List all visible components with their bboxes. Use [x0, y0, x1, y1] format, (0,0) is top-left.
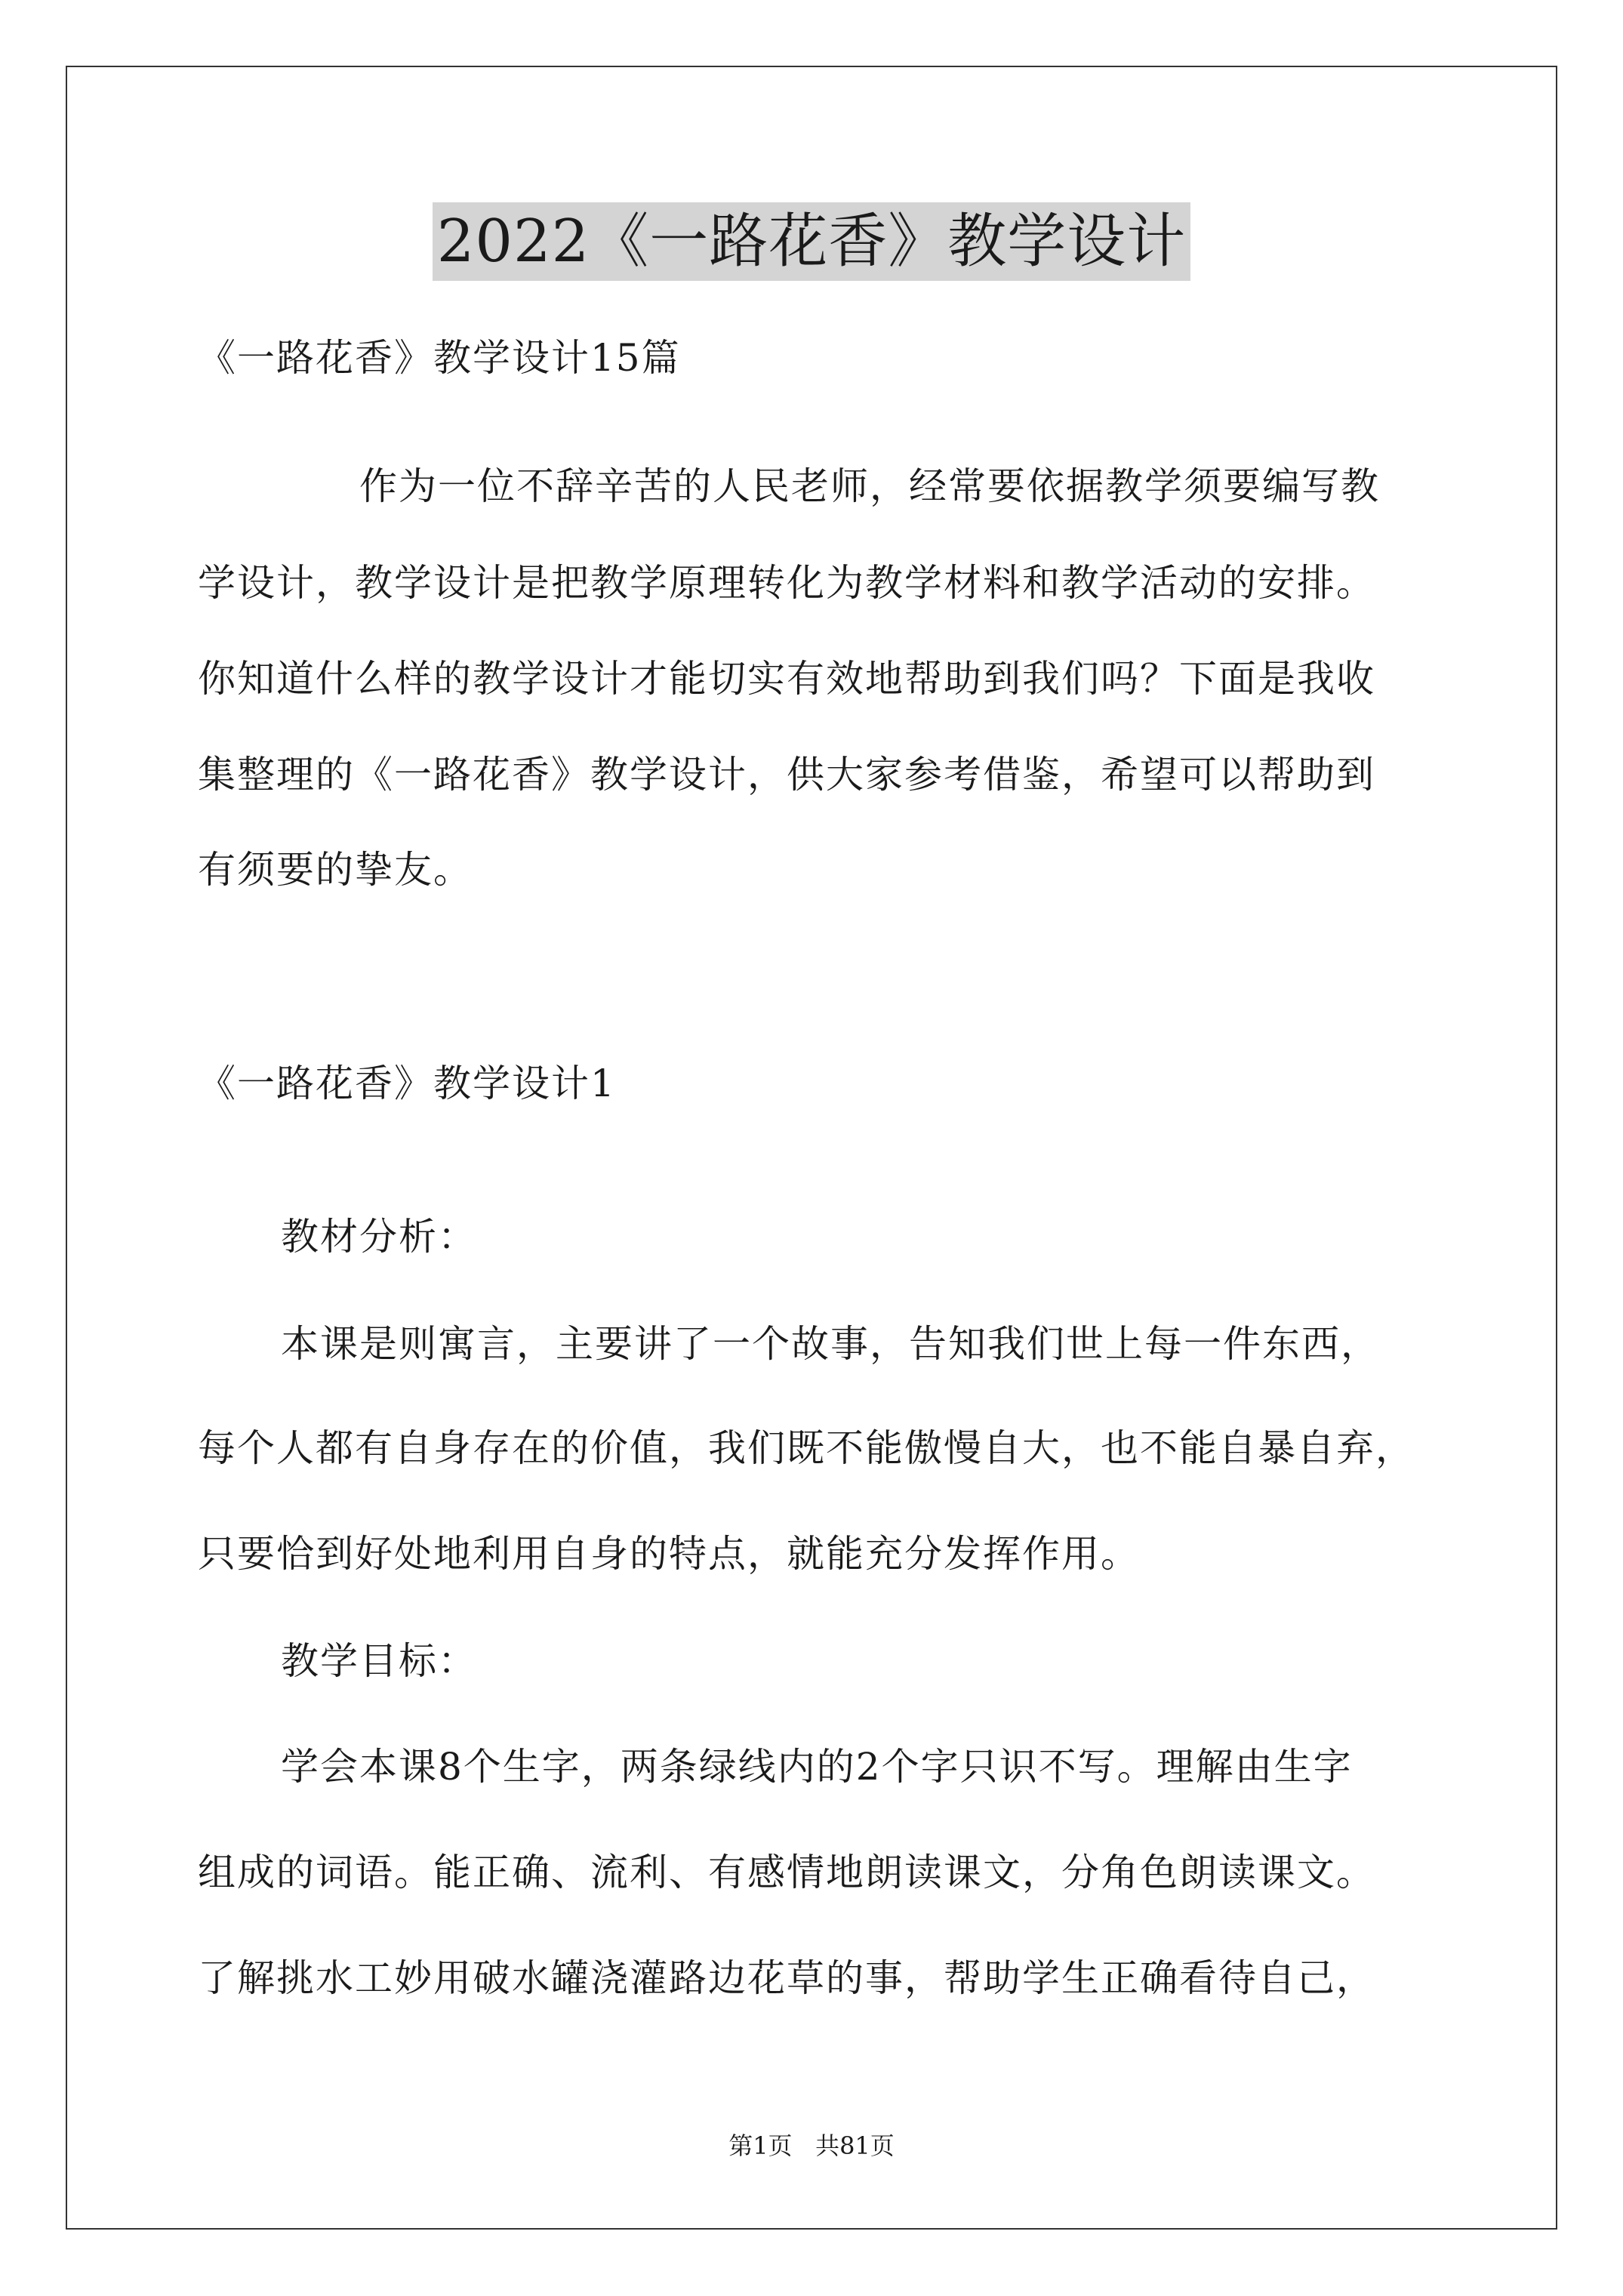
- page-border: [66, 66, 1557, 2230]
- section-heading: 《一路花香》教学设计1: [198, 1062, 616, 1105]
- goal-label: 教学目标：: [281, 1639, 477, 1683]
- material-label: 教材分析：: [281, 1215, 477, 1259]
- goal-line-2: 组成的词语。能正确、流利、有感情地朗读课文，分角色朗读课文。: [198, 1851, 1375, 1894]
- document-title: 2022《一路花香》教学设计: [433, 202, 1191, 281]
- intro-line-1: 作为一位不辞辛苦的人民老师，经常要依据教学须要编写教: [359, 464, 1380, 508]
- intro-line-5: 有须要的挚友。: [198, 848, 473, 892]
- goal-line-1: 学会本课8个生字，两条绿线内的2个字只识不写。理解由生字: [281, 1745, 1353, 1789]
- title-container: [0, 202, 1623, 281]
- material-line-1: 本课是则寓言，主要讲了一个故事，告知我们世上每一件东西，: [281, 1322, 1380, 1366]
- intro-line-4: 集整理的《一路花香》教学设计，供大家参考借鉴，希望可以帮助到: [198, 753, 1375, 797]
- intro-line-2: 学设计，教学设计是把教学原理转化为教学材料和教学活动的安排。: [198, 561, 1375, 605]
- intro-line-3: 你知道什么样的教学设计才能切实有效地帮助到我们吗？下面是我收: [198, 657, 1375, 701]
- page-number-footer: 第1页 共81页: [728, 2131, 895, 2160]
- material-line-2: 每个人都有自身存在的价值，我们既不能傲慢自大，也不能自暴自弃，: [198, 1426, 1415, 1470]
- subtitle: 《一路花香》教学设计15篇: [198, 336, 681, 380]
- goal-line-3: 了解挑水工妙用破水罐浇灌路边花草的事，帮助学生正确看待自己，: [198, 1956, 1375, 2000]
- material-line-3: 只要恰到好处地利用自身的特点，就能充分发挥作用。: [198, 1532, 1140, 1576]
